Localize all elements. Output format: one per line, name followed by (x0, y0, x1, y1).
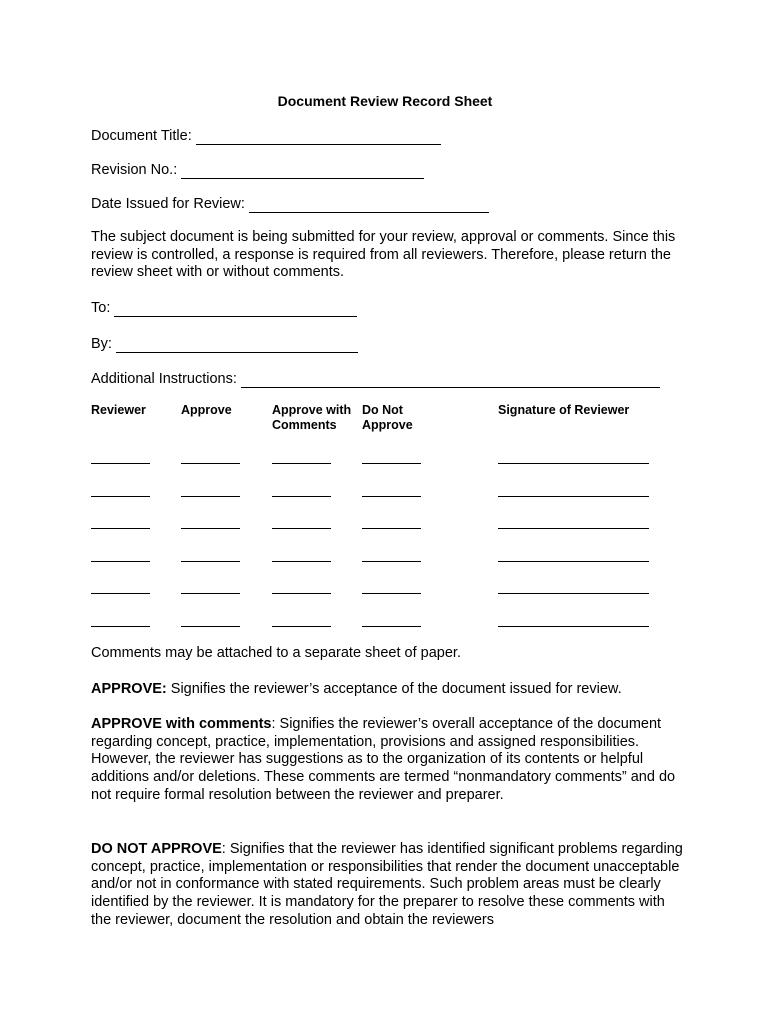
row-2-reviewer-line[interactable] (91, 496, 150, 497)
row-5-signature-line[interactable] (498, 593, 649, 594)
header-do-not-approve-line2: Approve (362, 418, 413, 432)
row-4-approve-line[interactable] (181, 561, 240, 562)
document-title-line[interactable] (196, 130, 441, 145)
row-2-approve-line[interactable] (181, 496, 240, 497)
additional-instructions-line[interactable] (241, 373, 660, 388)
header-signature: Signature of Reviewer (498, 403, 630, 417)
row-1-signature-line[interactable] (498, 463, 649, 464)
date-issued-field (91, 195, 489, 213)
row-2-do-not-approve-line[interactable] (362, 496, 421, 497)
definition-approve-term: APPROVE: (91, 681, 167, 697)
header-do-not-approve-line1: Do Not (362, 403, 403, 417)
row-3-do-not-approve-line[interactable] (362, 528, 421, 529)
header-do-not-approve (362, 403, 413, 433)
row-4-signature-line[interactable] (498, 561, 649, 562)
intro-paragraph: The subject document is being submitted for your review, approval or comments. Since this review is controlled, a response is required from all reviewers. Therefore, please return the review sheet with or without comments. (91, 229, 676, 281)
to-label: To: (91, 300, 111, 316)
revision-no-label: Revision No.: (91, 162, 178, 178)
definition-do-not-approve (91, 841, 683, 930)
header-reviewer: Reviewer (91, 403, 146, 417)
row-4-do-not-approve-line[interactable] (362, 561, 421, 562)
header-approve-with-comments-line2: Comments (272, 418, 337, 432)
by-label: By: (91, 336, 112, 352)
row-5-approve-line[interactable] (181, 593, 240, 594)
header-approve-with-comments (272, 403, 351, 433)
row-3-approve-with-comments-line[interactable] (272, 528, 331, 529)
document-title-label: Document Title: (91, 128, 192, 144)
definition-approve-text: Signifies the reviewer’s acceptance of the document issued for review. (166, 681, 622, 697)
row-3-signature-line[interactable] (498, 528, 649, 529)
definition-approve-with-comments (91, 716, 691, 805)
definition-approve-with-text: : Signifies the reviewer’s overall acceptance of the document regarding concept, practice, implementation, provisions and assigned responsibilities. However, the reviewer has suggestions as to the organization of its contents or helpful additions and/or deletions. These comments are termed “nonmandatory comments” and do not require formal resolution between the reviewer and preparer. (91, 716, 676, 803)
row-5-reviewer-line[interactable] (91, 593, 150, 594)
date-issued-line[interactable] (249, 198, 489, 213)
row-4-approve-with-comments-line[interactable] (272, 561, 331, 562)
additional-instructions-label: Additional Instructions: (91, 371, 237, 387)
definition-approve-with-term: APPROVE with comments (91, 716, 272, 732)
row-5-approve-with-comments-line[interactable] (272, 593, 331, 594)
revision-no-line[interactable] (181, 164, 424, 179)
row-1-approve-with-comments-line[interactable] (272, 463, 331, 464)
row-3-reviewer-line[interactable] (91, 528, 150, 529)
definition-approve (91, 681, 691, 699)
definition-do-not-text: : Signifies that the reviewer has identified significant problems regarding concept, practice, implementation or responsibilities that render the document unacceptable and/or not in conformance with stated requirements. Such problem areas must be clearly identified by the reviewer. It is mandatory for the preparer to resolve these comments with the reviewer, document the resolution and obtain the reviewers (91, 841, 683, 928)
to-line[interactable] (114, 302, 357, 317)
row-1-approve-line[interactable] (181, 463, 240, 464)
row-6-approve-line[interactable] (181, 626, 240, 627)
date-issued-label: Date Issued for Review: (91, 196, 245, 212)
row-1-do-not-approve-line[interactable] (362, 463, 421, 464)
row-6-do-not-approve-line[interactable] (362, 626, 421, 627)
by-field (91, 335, 358, 353)
row-6-signature-line[interactable] (498, 626, 649, 627)
additional-instructions-field (91, 370, 660, 388)
header-approve-with-comments-line1: Approve with (272, 403, 352, 417)
row-1-reviewer-line[interactable] (91, 463, 150, 464)
to-field (91, 299, 357, 317)
row-6-approve-with-comments-line[interactable] (272, 626, 331, 627)
row-6-reviewer-line[interactable] (91, 626, 150, 627)
row-2-approve-with-comments-line[interactable] (272, 496, 331, 497)
row-5-do-not-approve-line[interactable] (362, 593, 421, 594)
revision-no-field (91, 161, 424, 179)
row-2-signature-line[interactable] (498, 496, 649, 497)
by-line[interactable] (116, 338, 358, 353)
header-approve: Approve (181, 403, 232, 417)
row-4-reviewer-line[interactable] (91, 561, 150, 562)
definition-do-not-term: DO NOT APPROVE (91, 841, 222, 857)
comments-note: Comments may be attached to a separate sheet of paper. (91, 645, 461, 661)
document-title-field (91, 127, 441, 145)
page-title: Document Review Record Sheet (277, 93, 493, 109)
row-3-approve-line[interactable] (181, 528, 240, 529)
